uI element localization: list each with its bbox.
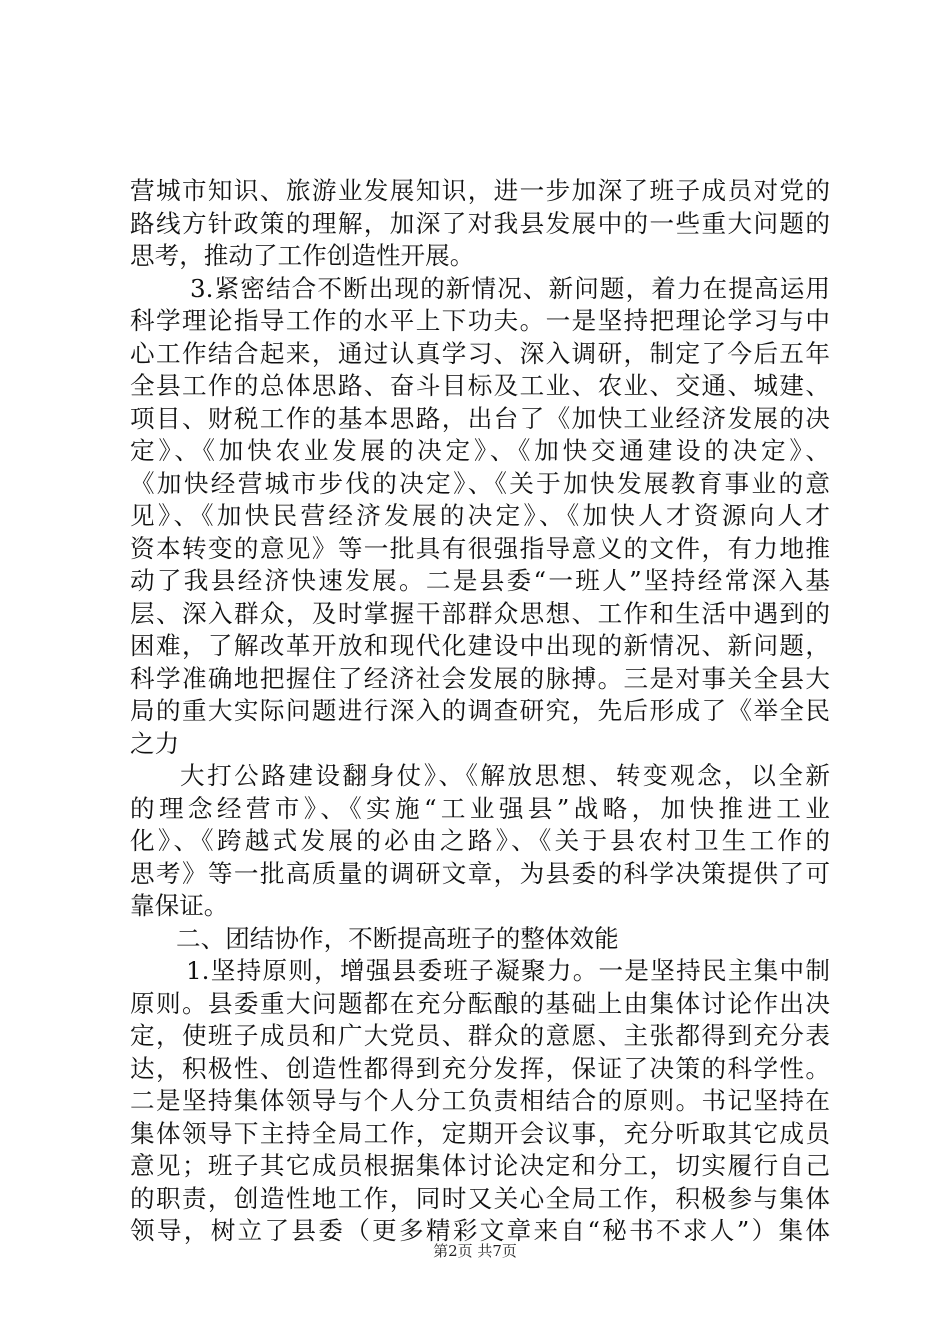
- text-line: 全县工作的总体思路、奋斗目标及工业、农业、交通、城建、: [130, 371, 830, 400]
- text-line: 大打公路建设翻身仗》、《解放思想、转变观念，以全新: [180, 761, 830, 790]
- text-line: 意见；班子其它成员根据集体讨论决定和分工，切实履行自己: [130, 1151, 830, 1180]
- text-line: 思考》等一批高质量的调研文章，为县委的科学决策提供了可: [130, 858, 830, 888]
- text-line: 层、深入群众，及时掌握干部群众思想、工作和生活中遇到的: [130, 598, 830, 628]
- document-body: [130, 175, 830, 1248]
- text-line: 3.紧密结合不断出现的新情况、新问题，着力在提高运用: [190, 273, 830, 303]
- text-line: 《加快经营城市步伐的决定》、《关于加快发展教育事业的意: [130, 468, 830, 498]
- text-line: 见》、《加快民营经济发展的决定》、《加快人才资源向人才: [130, 501, 830, 530]
- text-line: 达，积极性、创造性都得到充分发挥，保证了决策的科学性。: [130, 1053, 830, 1083]
- text-line: 集体领导下主持全局工作，定期开会议事，充分听取其它成员: [130, 1118, 830, 1148]
- text-line: 化》、《跨越式发展的必由之路》、《关于县农村卫生工作的: [130, 826, 830, 855]
- text-line: 资本转变的意见》等一批具有很强指导意义的文件，有力地推: [130, 533, 830, 563]
- text-line: 项目、财税工作的基本思路，出台了《加快工业经济发展的决: [130, 403, 830, 433]
- text-line: 之力: [130, 728, 180, 758]
- text-line: 路线方针政策的理解，加深了对我县发展中的一些重大问题的: [130, 208, 830, 238]
- text-line: 思考，推动了工作创造性开展。: [130, 241, 475, 270]
- text-line: 动了我县经济快速发展。二是县委“一班人”坚持经常深入基: [130, 566, 830, 595]
- text-line: 科学理论指导工作的水平上下功夫。一是坚持把理论学习与中: [130, 306, 830, 335]
- text-line: 营城市知识、旅游业发展知识，进一步加深了班子成员对党的: [130, 176, 830, 205]
- text-line: 原则。县委重大问题都在充分酝酿的基础上由集体讨论作出决: [130, 988, 830, 1018]
- text-line: 的理念经营市》、《实施“工业强县”战略，加快推进工业: [130, 793, 830, 823]
- text-line: 定，使班子成员和广大党员、群众的意愿、主张都得到充分表: [130, 1021, 830, 1050]
- text-line: 1.坚持原则，增强县委班子凝聚力。一是坚持民主集中制: [186, 956, 830, 985]
- text-line: 的职责，创造性地工作，同时又关心全局工作，积极参与集体: [130, 1183, 830, 1213]
- text-line: 领导，树立了县委（更多精彩文章来自“秘书不求人”）集体: [130, 1216, 830, 1245]
- text-line: 靠保证。: [130, 891, 229, 920]
- text-line: 定》、《加快农业发展的决定》、《加快交通建设的决定》、: [130, 436, 830, 465]
- text-line: 二是坚持集体领导与个人分工负责相结合的原则。书记坚持在: [130, 1086, 830, 1115]
- text-line: 科学准确地把握住了经济社会发展的脉搏。三是对事关全县大: [130, 663, 830, 693]
- text-line: 二、团结协作，不断提高班子的整体效能: [176, 923, 619, 953]
- text-line: 困难，了解改革开放和现代化建设中出现的新情况、新问题，: [130, 631, 830, 660]
- text-line: 局的重大实际问题进行深入的调查研究，先后形成了《举全民: [130, 696, 830, 725]
- text-line: 心工作结合起来，通过认真学习、深入调研，制定了今后五年: [130, 338, 830, 368]
- page-footer: 第2页 共7页: [433, 1242, 517, 1260]
